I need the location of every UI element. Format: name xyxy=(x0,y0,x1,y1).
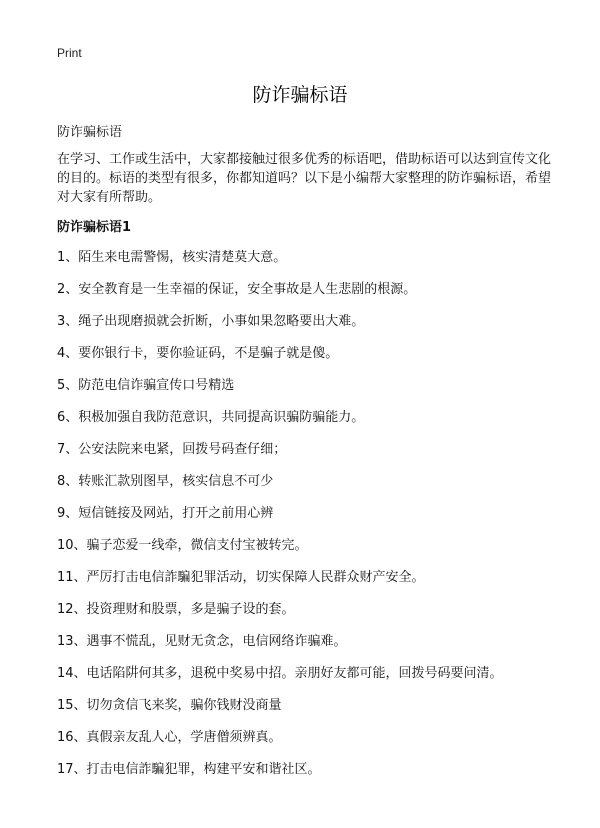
list-item: 5、防范电信诈骗宣传口号精选 xyxy=(57,378,235,393)
list-item: 9、短信链接及网站，打开之前用心辨 xyxy=(57,506,274,521)
list-item: 17、打击电信詐騙犯罪，构建平安和谐社区。 xyxy=(57,762,321,777)
list-item: 14、电话陷阱何其多，退税中奖易中招。亲朋好友都可能，回拨号码要问清。 xyxy=(57,666,503,681)
list-item: 8、转账汇款别图早，核实信息不可少 xyxy=(57,474,274,489)
document-subtitle: 防诈骗标语 xyxy=(57,125,123,140)
intro-paragraph: 在学习、工作或生活中，大家都接触过很多优秀的标语吧，借助标语可以达到宣传文化的目的。标语的类型有很多，你都知道吗？以下是小编帮大家整理的防诈骗标语，希望对大家有所帮助。 xyxy=(57,152,552,205)
list-item: 12、投资理财和股票，多是骗子设的套。 xyxy=(57,602,295,617)
slogan-list xyxy=(57,250,503,794)
list-item: 16、真假亲友乱人心，学唐僧须辨真。 xyxy=(57,730,282,745)
list-item: 15、切勿贪信飞来奖，骗你钱财没商量 xyxy=(57,698,282,713)
section-heading: 防诈骗标语1 xyxy=(57,220,132,235)
list-item: 11、严厉打击电信詐騙犯罪活动，切实保障人民群众财产安全。 xyxy=(57,570,425,585)
list-item: 1、陌生来电需警惕，核实清楚莫大意。 xyxy=(57,250,287,265)
print-link[interactable]: Print xyxy=(57,46,82,60)
page-title: 防诈骗标语 xyxy=(252,84,348,106)
list-item: 3、绳子出现磨损就会折断，小事如果忽略要出大难。 xyxy=(57,314,365,329)
list-item: 2、安全教育是一生幸福的保证，安全事故是人生悲剧的根源。 xyxy=(57,282,417,297)
list-item: 10、骗子恋爱一线牵，微信支付宝被转完。 xyxy=(57,538,308,553)
list-item: 4、要你银行卡，要你验证码，不是骗子就是傻。 xyxy=(57,346,339,361)
list-item: 13、遇事不慌乱，见财无贪念，电信网络诈骗难。 xyxy=(57,634,347,649)
list-item: 6、积极加强自我防范意识，共同提高识骗防骗能力。 xyxy=(57,410,365,425)
list-item: 7、公安法院来电紧，回拨号码查仔细； xyxy=(57,442,287,457)
